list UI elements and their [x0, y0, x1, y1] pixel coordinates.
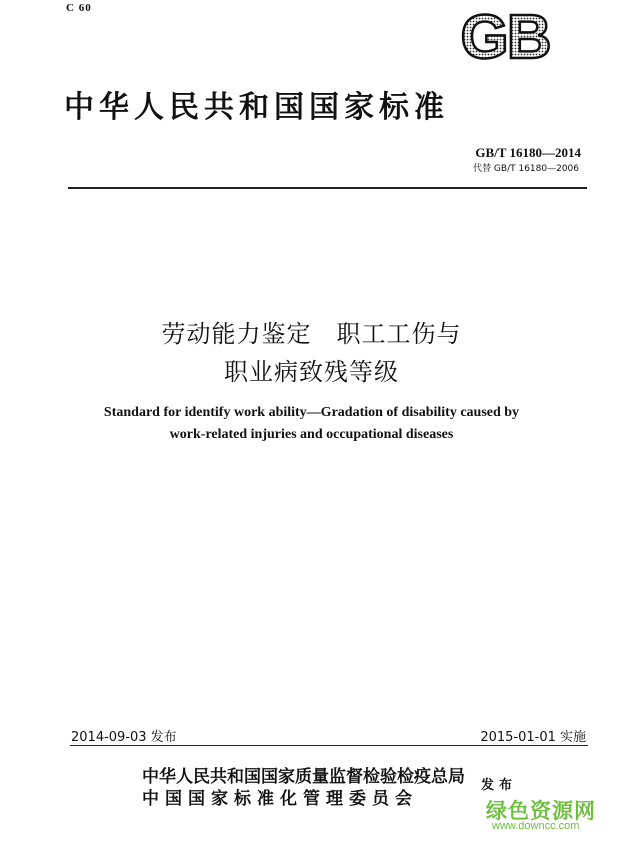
replaces-standard: 代替 GB/T 16180—2006	[473, 164, 579, 174]
issuer-sac: 中国国家标准化管理委员会	[142, 789, 418, 809]
watermark-url: www.downcc.com	[492, 820, 580, 832]
implementation-date: 2015-01-01 实施	[480, 730, 586, 745]
publish-label: 发布	[481, 778, 518, 793]
header-rule	[68, 187, 587, 189]
ics-code: C 60	[66, 2, 92, 14]
gb-logo	[430, 8, 580, 62]
title-cn-line2: 职业病致残等级	[224, 358, 399, 386]
footer-rule	[70, 745, 588, 746]
national-standard-title: 中华人民共和国国家标准	[64, 90, 449, 125]
issue-date: 2014-09-03 发布	[71, 730, 177, 745]
title-en-line2: work-related injuries and occupational diseases	[169, 427, 454, 442]
svg-text:GB: GB	[460, 8, 550, 62]
title-en-line1: Standard for identify work ability—Gradation of disability caused by	[103, 405, 520, 420]
standard-number: GB/T 16180—2014	[475, 145, 581, 160]
title-cn-line1: 劳动能力鉴定 职工工伤与	[161, 320, 462, 348]
watermark-name: 绿色资源网	[486, 799, 596, 823]
issuer-aqsiq: 中华人民共和国国家质量监督检验检疫总局	[142, 767, 465, 787]
